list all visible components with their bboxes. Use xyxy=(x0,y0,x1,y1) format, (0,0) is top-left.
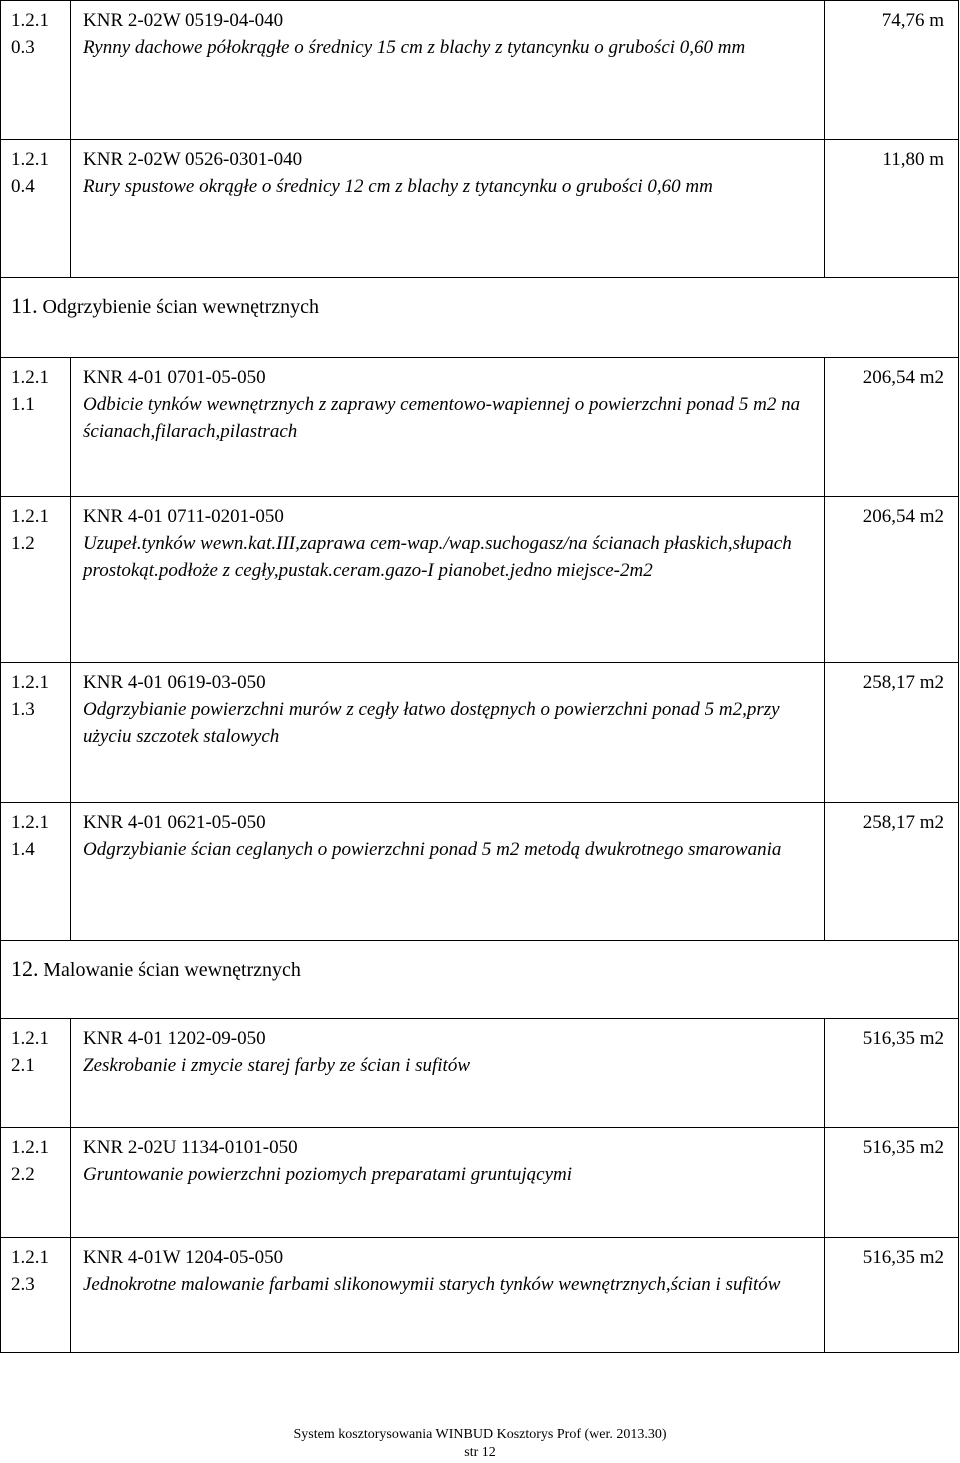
position-number: 1.2.1 1.4 xyxy=(1,803,71,941)
table-row xyxy=(1,497,959,663)
norm-code: KNR 2-02U 1134-0101-050 xyxy=(83,1137,298,1158)
position-description xyxy=(71,140,825,278)
quantity: 516,35 m2 xyxy=(825,1238,959,1353)
table-row xyxy=(1,803,959,941)
position-description xyxy=(71,497,825,663)
table-row xyxy=(1,1,959,140)
norm-code: KNR 4-01 0619-03-050 xyxy=(83,672,266,693)
position-description xyxy=(71,803,825,941)
quantity: 516,35 m2 xyxy=(825,1019,959,1128)
section-number: 11. xyxy=(11,293,38,318)
table-row xyxy=(1,358,959,497)
section-heading xyxy=(1,941,959,1019)
quantity: 206,54 m2 xyxy=(825,497,959,663)
work-description: Rury spustowe okrągłe o średnicy 12 cm z blachy z tytancynku o grubości 0,60 mm xyxy=(83,176,713,197)
table-row xyxy=(1,1128,959,1238)
quantity: 258,17 m2 xyxy=(825,803,959,941)
norm-code: KNR 2-02W 0526-0301-040 xyxy=(83,149,303,170)
section-number: 12. xyxy=(11,956,39,981)
position-number: 1.2.1 1.1 xyxy=(1,358,71,497)
position-description xyxy=(71,358,825,497)
table-row xyxy=(1,663,959,803)
norm-code: KNR 2-02W 0519-04-040 xyxy=(83,10,284,31)
section-header xyxy=(1,278,959,358)
position-description xyxy=(71,1238,825,1353)
work-description: Gruntowanie powierzchni poziomych preparatami gruntującymi xyxy=(83,1164,573,1185)
footer-system: System kosztorysowania WINBUD Kosztorys Prof (wer. 2013.30) xyxy=(293,1427,667,1442)
quantity: 74,76 m xyxy=(825,1,959,140)
work-description: Odgrzybianie powierzchni murów z cegły łatwo dostępnych o powierzchni ponad 5 m2,przy użyciu szczotek stalowych xyxy=(83,699,780,747)
position-number: 1.2.1 1.3 xyxy=(1,663,71,803)
norm-code: KNR 4-01 1202-09-050 xyxy=(83,1028,266,1049)
position-number: 1.2.1 2.3 xyxy=(1,1238,71,1353)
position-number: 1.2.1 2.2 xyxy=(1,1128,71,1238)
quantity: 11,80 m xyxy=(825,140,959,278)
position-description xyxy=(71,1019,825,1128)
work-description: Odbicie tynków wewnętrznych z zaprawy cementowo-wapiennej o powierzchni ponad 5 m2 na ścianach,filarach,pilastrach xyxy=(83,394,801,442)
work-description: Odgrzybianie ścian ceglanych o powierzchni ponad 5 m2 metodą dwukrotnego smarowania xyxy=(83,839,782,860)
table-row xyxy=(1,140,959,278)
section-title: Malowanie ścian wewnętrznych xyxy=(43,959,301,981)
table-row xyxy=(1,1238,959,1353)
norm-code: KNR 4-01 0621-05-050 xyxy=(83,812,266,833)
section-heading xyxy=(1,278,959,358)
position-description xyxy=(71,1128,825,1238)
table-row xyxy=(1,1019,959,1128)
norm-code: KNR 4-01 0701-05-050 xyxy=(83,367,266,388)
position-number: 1.2.1 0.4 xyxy=(1,140,71,278)
quantity: 516,35 m2 xyxy=(825,1128,959,1238)
footer-page-number: str 12 xyxy=(464,1445,496,1460)
section-header xyxy=(1,941,959,1019)
norm-code: KNR 4-01 0711-0201-050 xyxy=(83,506,284,527)
position-description xyxy=(71,663,825,803)
position-number: 1.2.1 1.2 xyxy=(1,497,71,663)
quantity: 206,54 m2 xyxy=(825,358,959,497)
position-description xyxy=(71,1,825,140)
norm-code: KNR 4-01W 1204-05-050 xyxy=(83,1247,284,1268)
work-description: Rynny dachowe półokrągłe o średnicy 15 cm z blachy z tytancynku o grubości 0,60 mm xyxy=(83,37,746,58)
section-title: Odgrzybienie ścian wewnętrznych xyxy=(42,296,319,318)
quantity: 258,17 m2 xyxy=(825,663,959,803)
work-description: Uzupeł.tynków wewn.kat.III,zaprawa cem-wap./wap.suchogasz/na ścianach płaskich,słupach prostokąt.podłoże z cegły,pustak.ceram.gazo-I pianobet.jedno miejsce-2m2 xyxy=(83,533,792,581)
position-number: 1.2.1 2.1 xyxy=(1,1019,71,1128)
position-number: 1.2.1 0.3 xyxy=(1,1,71,140)
work-description: Jednokrotne malowanie farbami slikonowymii starych tynków wewnętrznych,ścian i sufitów xyxy=(83,1274,781,1295)
work-description: Zeskrobanie i zmycie starej farby ze ścian i sufitów xyxy=(83,1055,470,1076)
